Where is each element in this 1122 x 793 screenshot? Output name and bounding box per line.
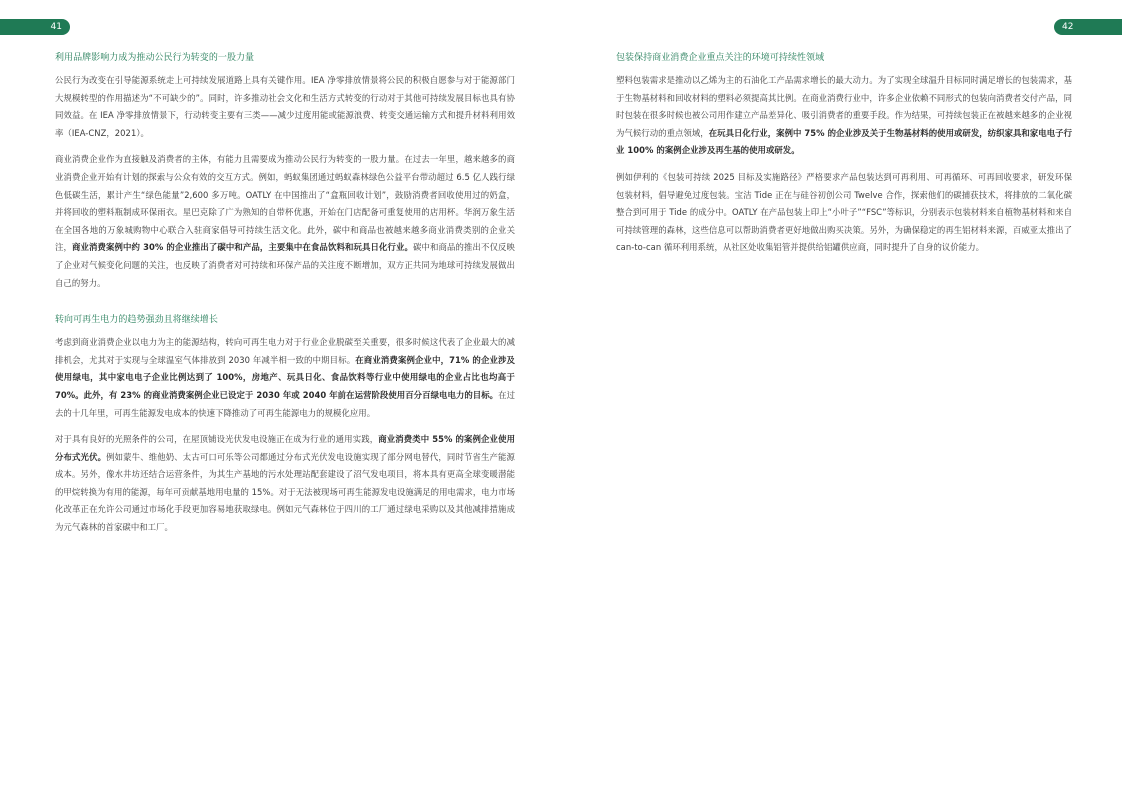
section-heading-renewable-power: 转向可再生电力的趋势强劲且将继续增长 — [55, 315, 218, 326]
paragraph: 例如伊利的《包装可持续 2025 目标及实施路径》严格要求产品包装达到可再利用、可再循环、可再回收要求，研发环保包装材料，倡导避免过度包装。宝洁 Tide 正在与硅谷初创公司 Twelve 合作，探索他们的碳捕获技术，将排放的二氧化碳整合到可用于 Tide 的成分中。OATLY 在产品包装上印上“小叶子”“FSC”等标识，分别表示包装材料来自植物基材料和来自可持续管理的森林，这些信息可以帮助消费者更好地做出购买决策。另外，为确保稳定的再生铝材料来源，百威亚太推出了 can-to-can 循环利用系统，从社区处收集铝管并提供给铝罐供应商，同时提升了自身的议价能力。 — [616, 171, 1072, 253]
paragraph-text: 考虑到商业消费企业以电力为主的能源结构，转向可再生电力对于行业企业脱碳至关重要，很多时候这代表了企业最大的减排机会，尤其对于实现与全球温室气体排放到 2030 年减半相一致的中期目标。 — [55, 337, 515, 365]
page-number-right-tab — [1054, 19, 1122, 35]
paragraph-text: 商业消费企业作为直接触及消费者的主体，有能力且需要成为推动公民行为转变的一股力量。在过去一年里，越来越多的商业消费企业开始有计划的探索与公众有效的交互方式。例如，蚂蚁集团通过蚂蚁森林绿色公益平台带动超过 6.5 亿人践行绿色低碳生活，累计产生“绿色能量”2,600 多万吨。OATLY 在中国推出了“盒瓶回收计划”，鼓励消费者回收使用过的奶盒，并将回收的塑料瓶制成环保雨衣。星巴克除了广为熟知的自带杯优惠，开始在门店配备可重复使用的店用杯。华润万象生活在全国各地的万象城购物中心联合入驻商家倡导可持续生活文化。此外，碳中和商品也被越来越多商业消费类别的企业关注， — [55, 154, 515, 253]
paragraph-text: 在过去的十几年里，可再生能源发电成本的快速下降推动了可再生能源电力的规模化应用。 — [55, 389, 515, 418]
right-column — [616, 50, 1072, 266]
section-heading-brand-influence: 利用品牌影响力成为推动公民行为转变的一股力量 — [55, 53, 255, 63]
paragraph-text: 塑料包装需求是推动以乙烯为主的石油化工产品需求增长的最大动力。为了实现全球温升目标同时满足增长的包装需求，基于生物基材料和回收材料的塑料必须提高其比例。在商业消费行业中，许多企业依赖不同形式的包装向消费者交付产品，同时包装在很多时候也被公司用作建立产品差异化、吸引消费者的重要手段。作为结果，可持续包装正在被越来越多的企业视为气候行动的重点领域， — [616, 75, 1072, 138]
paragraph-highlight: 商业消费类中 55% 的案例企业使用分布式光伏。 — [55, 434, 515, 462]
paragraph-text: 对于具有良好的光照条件的公司，在屋顶铺设光伏发电设施正在成为行业的通用实践， — [55, 434, 379, 445]
paragraph: 公民行为改变在引导能源系统走上可持续发展道路上具有关键作用。IEA 净零排放情景将公民的积极自愿参与对于能源部门大规模转型的作用描述为“不可缺少的”。同时，许多推动社会文化和生活方式转变的行动对于其他可持续发展目标也具有协同效益。在 IEA 净零排放情景下，行动转变主要有三类——减少过度用能或能源浪费、转变交通运输方式和提升材料利用效率（IEA-CNZ，2021）。 — [55, 75, 515, 138]
paragraph — [55, 431, 515, 537]
paragraph-highlight: 在商业消费案例企业中，71% 的企业涉及使用绿电，其中家电电子企业比例达到了 100%，房地产、玩具日化、食品饮料等行业中使用绿电的企业占比也均高于 70%。此外，有 23% 的商业消费案例企业已设定于 2030 年或 2040 年前在运营阶段使用百分百绿电电力的目标。 — [55, 354, 515, 400]
paragraph-highlight: 在玩具日化行业，案例中 75% 的企业涉及关于生物基材料的使用或研发，纺织家具和家电电子行业 100% 的案例企业涉及再生基的使用或研发。 — [616, 127, 1072, 156]
paragraph — [55, 151, 515, 292]
left-column — [55, 50, 515, 546]
paragraph-highlight: 商业消费案例中约 30% 的企业推出了碳中和产品，主要集中在食品饮料和玩具日化行业。 — [72, 242, 413, 253]
page-number-left-tab — [0, 19, 70, 35]
paragraph-text: 例如蒙牛、维他奶、太古可口可乐等公司都通过分布式光伏发电设施实现了部分网电替代，同时节省生产能源成本。另外，像水井坊还结合运营条件，为其生产基地的污水处理站配套建设了沼气发电项目，将本具有更高全球变暖潜能的甲烷转换为有用的能源，每年可贡献基地用电量的 15%。对于无法被现场可再生能源发电设施满足的用电需求，电力市场化改革正在允许公司通过市场化手段更加容易地获取绿电。例如元气森林位于四川的工厂通过绿电采购以及其他减排措施成为元气森林的首家碳中和工厂。 — [55, 451, 515, 533]
paragraph — [616, 72, 1072, 160]
page-number-right: 42 — [1062, 22, 1074, 32]
paragraph-text: 碳中和商品的推出不仅反映了企业对气候变化问题的关注，也反映了消费者对可持续和环保产品的关注度不断增加，双方正共同为地球可持续发展做出自己的努力。 — [55, 242, 515, 288]
paragraph — [55, 334, 515, 422]
section-heading-packaging: 包装保持商业消费企业重点关注的环境可持续性领域 — [616, 53, 825, 63]
page-number-left: 41 — [50, 22, 62, 32]
